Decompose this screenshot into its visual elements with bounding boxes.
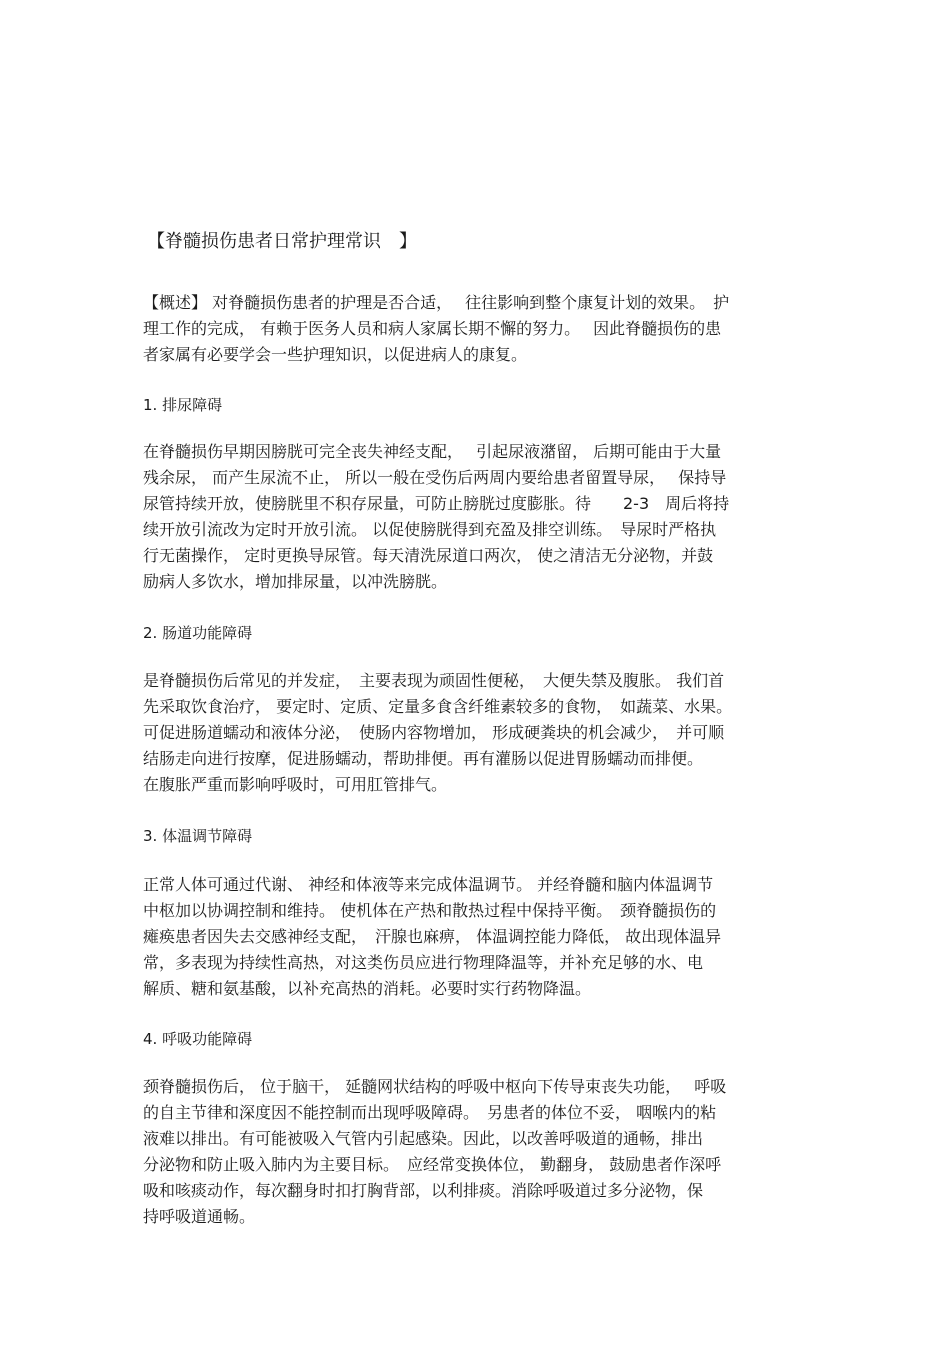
paragraph-line: 在腹胀严重而影响呼吸时，可用肛管排气。 bbox=[143, 775, 448, 794]
paragraph-line: 尿管持续开放，使膀胱里不积存尿量，可防止膀胱过度膨胀。待 2-3 周后将持 bbox=[143, 494, 730, 513]
document-title: 【脊髓损伤患者日常护理常识 】 bbox=[147, 231, 417, 252]
paragraph-line: 励病人多饮水，增加排尿量，以冲洗膀胱。 bbox=[143, 572, 448, 591]
paragraph-line: 中枢加以协调控制和维持。 使机体在产热和散热过程中保持平衡。 颈脊髓损伤的 bbox=[143, 901, 717, 920]
section-paragraph-bowel bbox=[143, 668, 813, 798]
section-heading-bowel: 2. 肠道功能障碍 bbox=[143, 624, 253, 642]
paragraph-line: 持呼吸道通畅。 bbox=[143, 1207, 256, 1226]
paragraph-line: 正常人体可通过代谢、 神经和体液等来完成体温调节。 并经脊髓和脑内体温调节 bbox=[143, 875, 714, 894]
section-paragraph-respiration bbox=[143, 1074, 813, 1230]
section-paragraph-urination bbox=[143, 439, 813, 595]
paragraph-line: 先采取饮食治疗， 要定时、定质、定量多食含纤维素较多的食物， 如蔬菜、水果。 bbox=[143, 697, 733, 716]
paragraph-line: 分泌物和防止吸入肺内为主要目标。 应经常变换体位， 勤翻身， 鼓励患者作深呼 bbox=[143, 1155, 722, 1174]
intro-paragraph bbox=[143, 290, 813, 368]
paragraph-line: 【概述】 对脊髓损伤患者的护理是否合适， 往往影响到整个康复计划的效果。 护 bbox=[143, 293, 730, 312]
paragraph-line: 解质、糖和氨基酸，以补充高热的消耗。必要时实行药物降温。 bbox=[143, 979, 592, 998]
paragraph-line: 液难以排出。有可能被吸入气管内引起感染。因此，以改善呼吸道的通畅，排出 bbox=[143, 1129, 704, 1148]
paragraph-line: 吸和咳痰动作，每次翻身时扣打胸背部，以利排痰。消除呼吸道过多分泌物，保 bbox=[143, 1181, 704, 1200]
paragraph-line: 者家属有必要学会一些护理知识，以促进病人的康复。 bbox=[143, 345, 528, 364]
section-paragraph-temperature bbox=[143, 872, 813, 1002]
paragraph-line: 行无菌操作， 定时更换导尿管。每天清洗尿道口两次， 使之清洁无分泌物，并鼓 bbox=[143, 546, 714, 565]
paragraph-line: 是脊髓损伤后常见的并发症， 主要表现为顽固性便秘， 大便失禁及腹胀。 我们首 bbox=[143, 671, 725, 690]
section-heading-respiration: 4. 呼吸功能障碍 bbox=[143, 1030, 253, 1048]
paragraph-line: 可促进肠道蠕动和液体分泌， 使肠内容物增加， 形成硬粪块的机会减少， 并可顺 bbox=[143, 723, 725, 742]
paragraph-line: 瘫痪患者因失去交感神经支配， 汗腺也麻痹， 体温调控能力降低， 故出现体温异 bbox=[143, 927, 722, 946]
paragraph-line: 续开放引流改为定时开放引流。 以促使膀胱得到充盈及排空训练。 导尿时严格执 bbox=[143, 520, 717, 539]
paragraph-line: 的自主节律和深度因不能控制而出现呼吸障碍。 另患者的体位不妥， 咽喉内的粘 bbox=[143, 1103, 717, 1122]
paragraph-line: 结肠走向进行按摩，促进肠蠕动，帮助排便。再有灌肠以促进胃肠蠕动而排便。 bbox=[143, 749, 704, 768]
paragraph-line: 常，多表现为持续性高热，对这类伤员应进行物理降温等，并补充足够的水、电 bbox=[143, 953, 704, 972]
paragraph-line: 在脊髓损伤早期因膀胱可完全丧失神经支配， 引起尿液潴留， 后期可能由于大量 bbox=[143, 442, 722, 461]
paragraph-line: 残余尿， 而产生尿流不止， 所以一般在受伤后两周内要给患者留置导尿， 保持导 bbox=[143, 468, 727, 487]
paragraph-line: 理工作的完成， 有赖于医务人员和病人家属长期不懈的努力。 因此脊髓损伤的患 bbox=[143, 319, 722, 338]
section-heading-temperature: 3. 体温调节障碍 bbox=[143, 827, 253, 845]
paragraph-line: 颈脊髓损伤后， 位于脑干， 延髓网状结构的呼吸中枢向下传导束丧失功能， 呼吸 bbox=[143, 1077, 727, 1096]
section-heading-urination: 1. 排尿障碍 bbox=[143, 396, 223, 414]
